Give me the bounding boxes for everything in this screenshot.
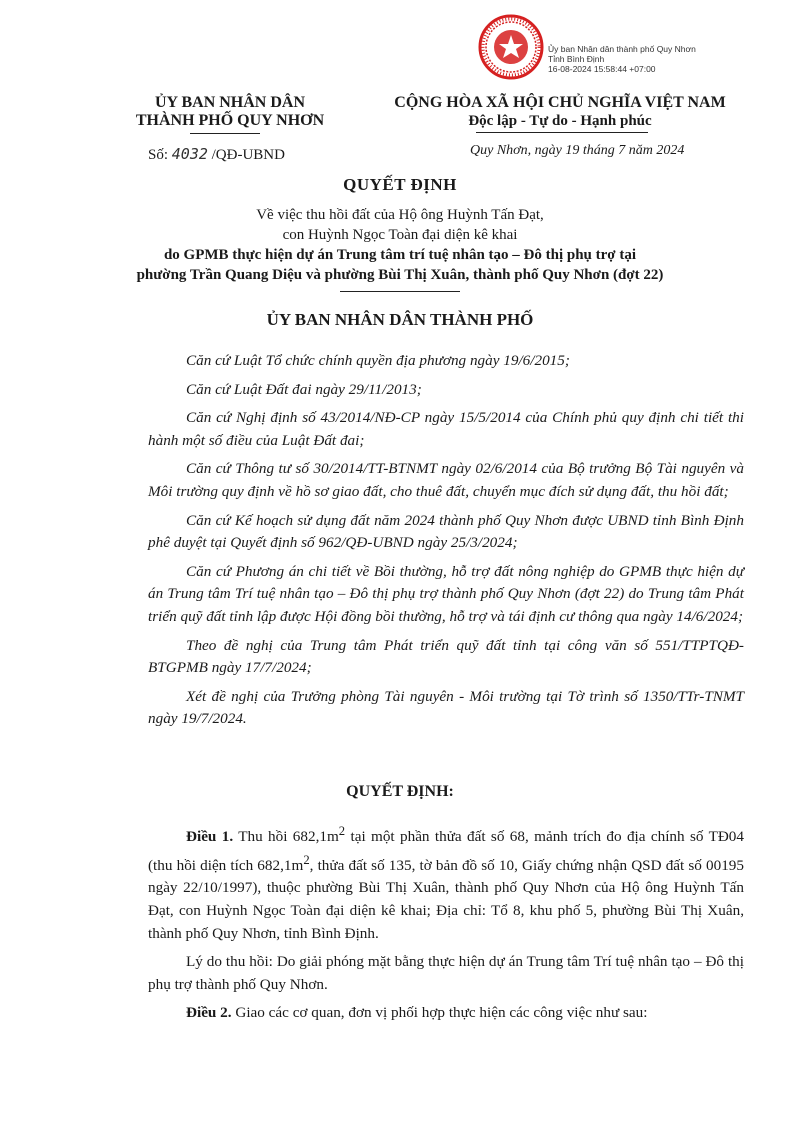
national-motto: Độc lập - Tự do - Hạnh phúc — [468, 113, 652, 129]
national-header — [380, 94, 740, 130]
basis-item: Căn cứ Nghị định số 43/2014/NĐ-CP ngày 15/5/2014 của Chính phủ quy định chi tiết thi hành một số điều của Luật Đất đai; — [148, 409, 744, 449]
agency-line-2: THÀNH PHỐ QUY NHƠN — [135, 112, 325, 129]
place-date: Quy Nhơn, ngày 19 tháng 7 năm 2024 — [470, 143, 685, 158]
basis-item: Căn cứ Thông tư số 30/2014/TT-BTNMT ngày 02/6/2014 của Bộ trưởng Bộ Tài nguyên và Môi trường quy định về hồ sơ giao đất, cho thuê đất, chuyển mục đích sử dụng đất, thu hồi đất; — [148, 460, 744, 500]
nation-name: CỘNG HÒA XÃ HỘI CHỦ NGHĨA VIỆT NAM — [394, 94, 726, 111]
docno-handwritten: 4032 — [171, 145, 208, 163]
subject-line-4: phường Trần Quang Diệu và phường Bùi Thị Xuân, thành phố Quy Nhơn (đợt 22) — [136, 267, 664, 283]
seal-province: Tỉnh Bình Định — [548, 54, 605, 64]
subject-line-2: con Huỳnh Ngọc Toàn đại diện kê khai — [282, 227, 518, 243]
article-1 — [148, 820, 744, 945]
article-1-text-a: Thu hồi 682,1m — [238, 828, 339, 846]
issuing-agency — [110, 94, 350, 130]
decision-heading: QUYẾT ĐỊNH: — [346, 783, 454, 800]
subject-line-1: Về việc thu hồi đất của Hộ ông Huỳnh Tấn Đạt, — [256, 207, 544, 223]
agency-line-1: ỦY BAN NHÂN DÂN — [154, 94, 306, 111]
article-1-sup-2: 2 — [303, 852, 310, 867]
article-1-text-c: , thửa đất số 135, tờ bản đồ số 10, Giấy chứng nhận QSD đất số 00195 ngày 22/10/1997), thuộc phường Bùi Thị Xuân, thành phố Quy Nhơn của Hộ ông Huỳnh Tấn Đạt, con Huỳnh Ngọc Toàn đại diện kê khai; Địa chỉ: Tổ 8, khu phố 5, phường Bùi Thị Xuân, thành phố Quy Nhơn, tỉnh Bình Định. — [148, 856, 744, 942]
article-2-label: Điều 2. — [186, 1004, 232, 1022]
document-subject — [110, 205, 690, 285]
seal-issuer: Ủy ban Nhân dân thành phố Quy Nhơn — [548, 44, 696, 54]
article-1-label: Điều 1. — [186, 828, 234, 846]
subject-underline — [340, 291, 460, 292]
subject-line-3: do GPMB thực hiện dự án Trung tâm trí tuệ nhân tạo – Đô thị phụ trợ tại — [163, 247, 637, 263]
basis-item: Căn cứ Luật Đất đai ngày 29/11/2013; — [186, 380, 422, 398]
motto-underline — [476, 132, 648, 133]
article-1-sup-1: 2 — [338, 824, 346, 838]
seal-emblem-icon — [478, 14, 544, 80]
docno-prefix: Số: — [148, 147, 169, 163]
basis-item: Căn cứ Kế hoạch sử dụng đất năm 2024 thành phố Quy Nhơn được UBND tỉnh Bình Định phê duyệt tại Quyết định số 962/QĐ-UBND ngày 25/3/2024; — [148, 511, 744, 552]
authority-heading: ỦY BAN NHÂN DÂN THÀNH PHỐ — [266, 310, 534, 329]
basis-item: Xét đề nghị của Trưởng phòng Tài nguyên - Môi trường tại Tờ trình số 1350/TTr-TNMT ngày 19/7/2024. — [148, 687, 744, 728]
digital-signature-info — [548, 44, 788, 74]
docno-suffix: /QĐ-UBND — [211, 147, 285, 163]
document-number — [148, 145, 285, 164]
agency-underline — [190, 133, 260, 134]
official-seal — [478, 14, 544, 80]
articles — [148, 820, 744, 1031]
basis-item: Theo đề nghị của Trung tâm Phát triển quỹ đất tỉnh tại công văn số 551/TTPTQĐ-BTGPMB ngày 17/7/2024; — [148, 636, 744, 677]
basis-item: Căn cứ Luật Tổ chức chính quyền địa phương ngày 19/6/2015; — [186, 352, 570, 369]
legal-bases — [148, 350, 744, 737]
article-1-text-b: tại một phần thửa đất số 68, mảnh trích đo địa chính số TĐ04 (thu hồi diện tích 682,1m — [148, 828, 744, 874]
article-2-text: Giao các cơ quan, đơn vị phối hợp thực hiện các công việc như sau: — [235, 1004, 648, 1022]
article-2 — [148, 1002, 744, 1025]
document-title: QUYẾT ĐỊNH — [343, 175, 457, 194]
article-1-reason: Lý do thu hồi: Do giải phóng mặt bằng thực hiện dự án Trung tâm Trí tuệ nhân tạo – Đô thị phụ trợ thành phố Quy Nhơn. — [148, 953, 744, 993]
seal-timestamp: 16-08-2024 15:58:44 +07:00 — [548, 64, 656, 74]
basis-item: Căn cứ Phương án chi tiết về Bồi thường, hỗ trợ đất nông nghiệp do GPMB thực hiện dự án Trung tâm Trí tuệ nhân tạo – Đô thị phụ trợ thành phố Quy Nhơn (đợt 22) do Trung tâm Phát triển quỹ đất tỉnh lập được Hội đồng bồi thường, hỗ trợ và tái định cư thông qua ngày 14/6/2024; — [148, 562, 744, 625]
